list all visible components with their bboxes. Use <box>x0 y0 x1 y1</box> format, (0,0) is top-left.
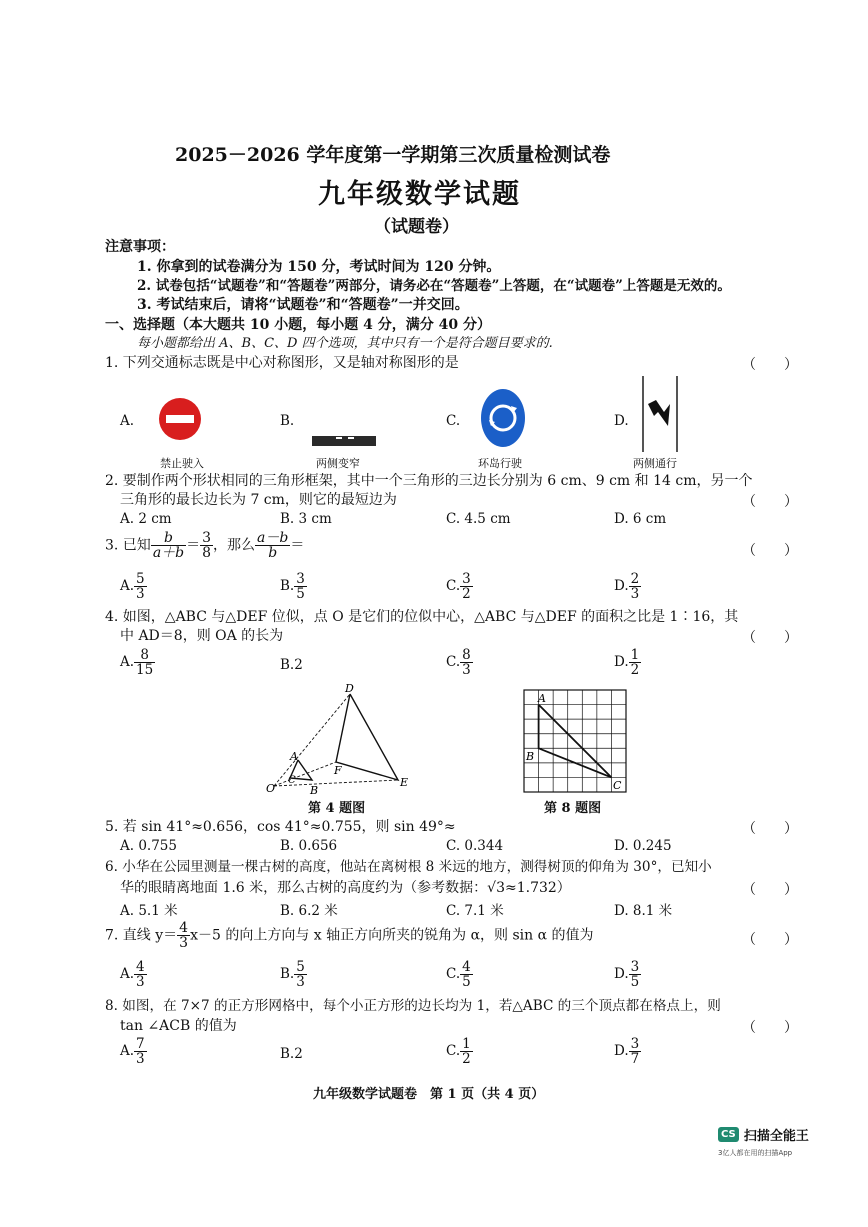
option-a: A. 5.1 米 <box>120 903 178 919</box>
option-d: D. 6 cm <box>614 511 667 527</box>
point-label: B <box>526 750 535 763</box>
road-narrows-sign-icon <box>312 432 376 448</box>
question-7-stem: 7. 直线 y＝ $\frac{4}{3}$ x－5 的向上方向与 x 轴正方向所夹的锐角为 α，则 sin α 的值为 <box>105 920 594 951</box>
no-entry-sign-icon <box>158 392 202 446</box>
option-b: B. 0.656 <box>280 838 338 854</box>
figure-caption: 第 4 题图 <box>308 801 366 816</box>
point-label: E <box>400 776 409 789</box>
fraction: $\frac{3}{8}$ <box>202 530 212 561</box>
option-a: A. 2 cm <box>120 511 172 527</box>
point-label: C <box>613 779 622 792</box>
option-label: A. <box>120 413 135 429</box>
option-b: B. $\frac{5}{3}$ <box>280 959 305 990</box>
option-a: A. $\frac{4}{3}$ <box>120 959 145 990</box>
option-c: C. 0.344 <box>446 838 504 854</box>
option-a: A. $\frac{8}{15}$ <box>120 647 154 678</box>
pass-either-side-sign-icon <box>640 376 682 452</box>
option-label: B. <box>280 413 295 429</box>
question-8-stem: tan ∠ACB 的值为 <box>120 1018 237 1034</box>
point-label: F <box>334 764 342 777</box>
point-label: A <box>290 750 298 763</box>
roundabout-sign-icon <box>480 388 526 448</box>
answer-paren: （ ） <box>742 821 798 837</box>
section-title: 一、选择题（本大题共 10 小题，每小题 4 分，满分 40 分） <box>105 317 491 333</box>
question-4-stem: 中 AD＝8，则 OA 的长为 <box>120 628 284 644</box>
option-a: A. 0.755 <box>120 838 177 854</box>
answer-paren: （ ） <box>742 1020 798 1036</box>
note-item: 3. 考试结束后，请将“试题卷”和“答题卷”一并交回。 <box>137 297 469 313</box>
option-a: A. $\frac{7}{3}$ <box>120 1036 145 1067</box>
fraction: $\frac{4}{3}$ <box>179 920 189 951</box>
option-b: B. 6.2 米 <box>280 903 338 919</box>
sign-caption: 环岛行驶 <box>478 457 522 470</box>
notes-label: 注意事项： <box>105 239 175 255</box>
point-label: C <box>288 775 296 786</box>
option-d: D. $\frac{1}{2}$ <box>614 647 640 678</box>
sign-caption: 两侧变窄 <box>316 457 360 470</box>
scanner-watermark <box>718 1124 809 1144</box>
answer-paren: （ ） <box>742 882 798 898</box>
option-d: D. 8.1 米 <box>614 903 673 919</box>
question-6-stem: 华的眼睛离地面 1.6 米，那么古树的高度约为（参考数据：√3≈1.732） <box>120 880 571 896</box>
option-d: D. $\frac{3}{5}$ <box>614 959 640 990</box>
option-b: B.2 <box>280 1046 303 1062</box>
note-item: 1. 你拿到的试卷满分为 150 分，考试时间为 120 分钟。 <box>137 259 501 275</box>
option-label: C. <box>446 413 461 429</box>
option-c: C. $\frac{1}{2}$ <box>446 1036 471 1067</box>
option-d: D. 0.245 <box>614 838 672 854</box>
volume-label: （试题卷） <box>374 217 459 237</box>
option-label: D. <box>614 413 629 429</box>
answer-paren: （ ） <box>742 630 798 646</box>
option-c: C. $\frac{8}{3}$ <box>446 647 471 678</box>
option-c: C. $\frac{3}{2}$ <box>446 571 471 602</box>
question-5-stem: 5. 若 sin 41°≈0.656，cos 41°≈0.755，则 sin 49°≈ <box>105 819 456 835</box>
option-b: B.2 <box>280 657 303 673</box>
fraction: $\frac{b}{a+b}$ <box>152 530 185 561</box>
point-label: B <box>310 784 319 797</box>
point-label: A <box>538 692 546 705</box>
scanner-name: 扫描全能王 <box>743 1129 809 1144</box>
answer-paren: （ ） <box>742 543 798 559</box>
fraction: $\frac{a-b}{b}$ <box>257 530 289 561</box>
option-c: C. 7.1 米 <box>446 903 504 919</box>
option-d: D. $\frac{3}{7}$ <box>614 1036 640 1067</box>
answer-paren: （ ） <box>742 494 798 510</box>
sign-caption: 两侧通行 <box>633 457 677 470</box>
scanner-tagline: 3亿人都在用的扫描App <box>718 1149 793 1157</box>
answer-paren: （ ） <box>742 357 798 373</box>
question-3-stem: 3. 已知 $\frac{b}{a+b}$ ＝ $\frac{3}{8}$ ，那么 $\frac{a-b}{b}$ ＝ <box>105 530 305 561</box>
figure-caption: 第 8 题图 <box>544 801 602 816</box>
question-2-stem: 2. 要制作两个形状相同的三角形框架，其中一个三角形的三边长分别为 6 cm、9 cm 和 14 cm，另一个 <box>105 473 753 489</box>
section-instruction: 每小题都给出 A、B、C、D 四个选项，其中只有一个是符合题目要求的. <box>137 336 553 351</box>
page-footer: 九年级数学试题卷 第 1 页（共 4 页） <box>313 1087 545 1102</box>
option-d: D. $\frac{2}{3}$ <box>614 571 640 602</box>
point-label: O <box>266 782 276 795</box>
subject-title: 九年级数学试题 <box>318 179 521 210</box>
option-c: C. 4.5 cm <box>446 511 511 527</box>
option-b: B. $\frac{3}{5}$ <box>280 571 305 602</box>
option-a: A. $\frac{5}{3}$ <box>120 571 145 602</box>
figure-q4 <box>262 682 422 798</box>
exam-title: 2025－2026 学年度第一学期第三次质量检测试卷 <box>175 144 611 166</box>
answer-paren: （ ） <box>742 932 798 948</box>
option-b: B. 3 cm <box>280 511 332 527</box>
question-2-stem: 三角形的最长边长为 7 cm，则它的最短边为 <box>120 492 397 508</box>
question-4-stem: 4. 如图，△ABC 与△DEF 位似，点 O 是它们的位似中心，△ABC 与△DEF 的面积之比是 1∶16，其 <box>105 609 739 625</box>
figure-q8-grid <box>520 688 632 796</box>
question-8-stem: 8. 如图，在 7×7 的正方形网格中，每个小正方形的边长均为 1，若△ABC 的三个顶点都在格点上，则 <box>105 998 721 1014</box>
question-1-stem: 1. 下列交通标志既是中心对称图形，又是轴对称图形的是 <box>105 355 459 371</box>
point-label: D <box>345 682 354 695</box>
option-c: C. $\frac{4}{5}$ <box>446 959 471 990</box>
scanner-logo-icon: CS <box>718 1127 739 1142</box>
sign-caption: 禁止驶入 <box>160 457 204 470</box>
question-6-stem: 6. 小华在公园里测量一棵古树的高度，他站在离树根 8 米远的地方，测得树顶的仰角为 30°，已知小 <box>105 859 712 875</box>
note-item: 2. 试卷包括“试题卷”和“答题卷”两部分，请务必在“答题卷”上答题，在“试题卷”上答题是无效的。 <box>137 278 731 294</box>
